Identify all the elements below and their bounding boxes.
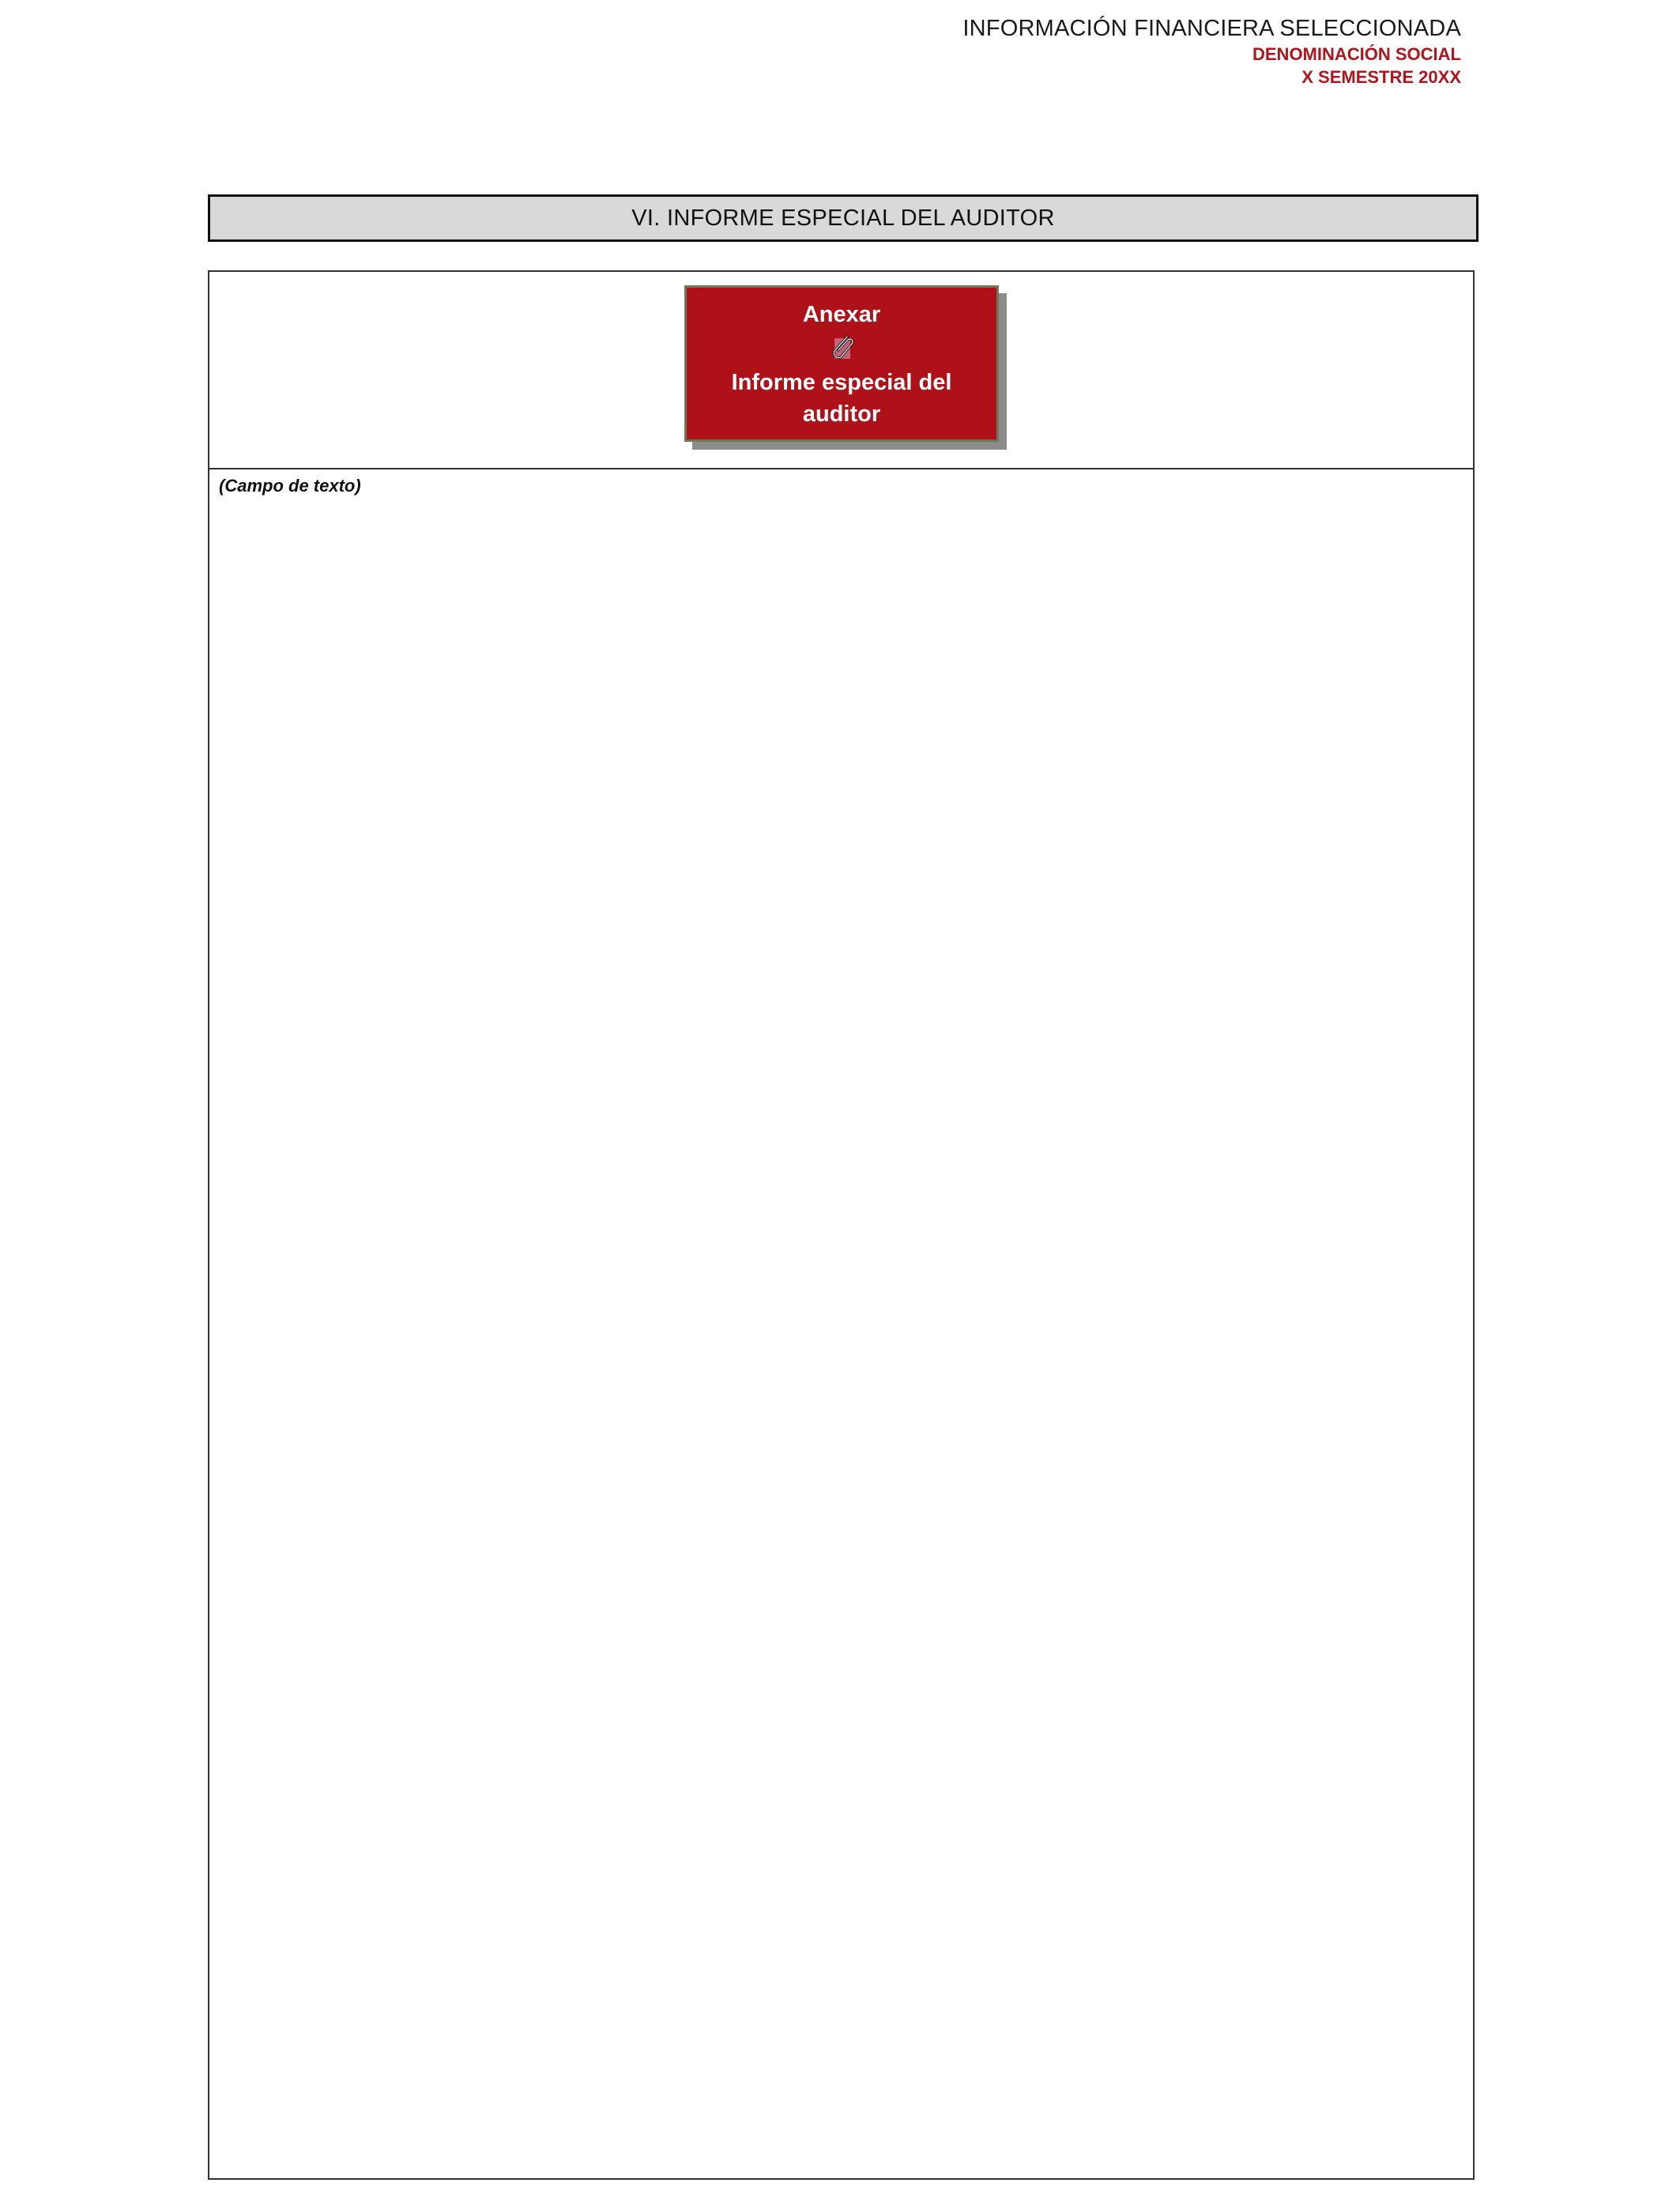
attachment-row	[209, 272, 1473, 469]
attach-action-label: Anexar	[802, 302, 881, 327]
company-name: DENOMINACIÓN SOCIAL	[1252, 44, 1461, 64]
free-text-field[interactable]	[209, 469, 1473, 2178]
report-period: X SEMESTRE 20XX	[1301, 67, 1461, 87]
section-title: VI. INFORME ESPECIAL DEL AUDITOR	[208, 194, 1478, 242]
paperclip-icon	[687, 330, 996, 367]
report-content-box	[208, 270, 1475, 2180]
attach-report-button[interactable]	[684, 285, 999, 442]
text-field-placeholder: (Campo de texto)	[219, 476, 361, 496]
report-title: INFORMACIÓN FINANCIERA SELECCIONADA	[962, 16, 1461, 41]
page-header	[962, 14, 1461, 89]
attach-document-label: Informe especial del auditor	[731, 370, 952, 427]
